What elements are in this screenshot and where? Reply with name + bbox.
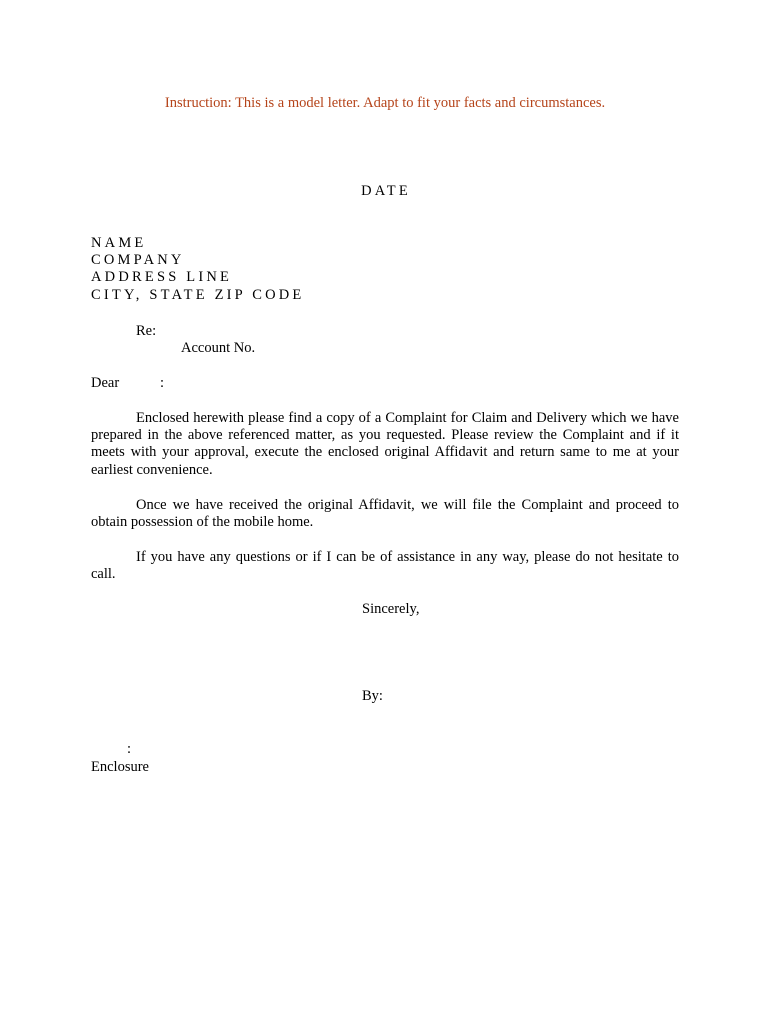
- closing: Sincerely,: [362, 601, 420, 617]
- initials-colon: :: [127, 741, 132, 757]
- instruction-note: Instruction: This is a model letter. Adapt to fit your facts and circumstances.: [164, 95, 606, 111]
- account-label: Account No.: [181, 340, 256, 356]
- signature-by-label: By:: [362, 688, 383, 704]
- body-paragraph-3: If you have any questions or if I can be of assistance in any way, please do not hesitate to call.: [91, 549, 679, 583]
- body-paragraph-2: Once we have received the original Affidavit, we will file the Complaint and proceed to obtain possession of the mobile home.: [91, 497, 679, 531]
- recipient-company: COMPANY: [91, 252, 185, 268]
- recipient-city: CITY, STATE ZIP CODE: [91, 287, 305, 303]
- re-label: Re:: [136, 323, 157, 339]
- salutation-dear: Dear: [91, 375, 120, 391]
- body-paragraph-1: Enclosed herewith please find a copy of a Complaint for Claim and Delivery which we have prepared in the above referenced matter, as you requested. Please review the Complaint and if it meets with your approval, execute the enclosed original Affidavit and return same to me at your earliest convenience.: [91, 410, 679, 478]
- enclosure-label: Enclosure: [91, 759, 149, 775]
- letter-date: DATE: [361, 183, 411, 199]
- recipient-name: NAME: [91, 235, 147, 251]
- salutation-colon: :: [160, 375, 165, 391]
- recipient-address: ADDRESS LINE: [91, 269, 233, 285]
